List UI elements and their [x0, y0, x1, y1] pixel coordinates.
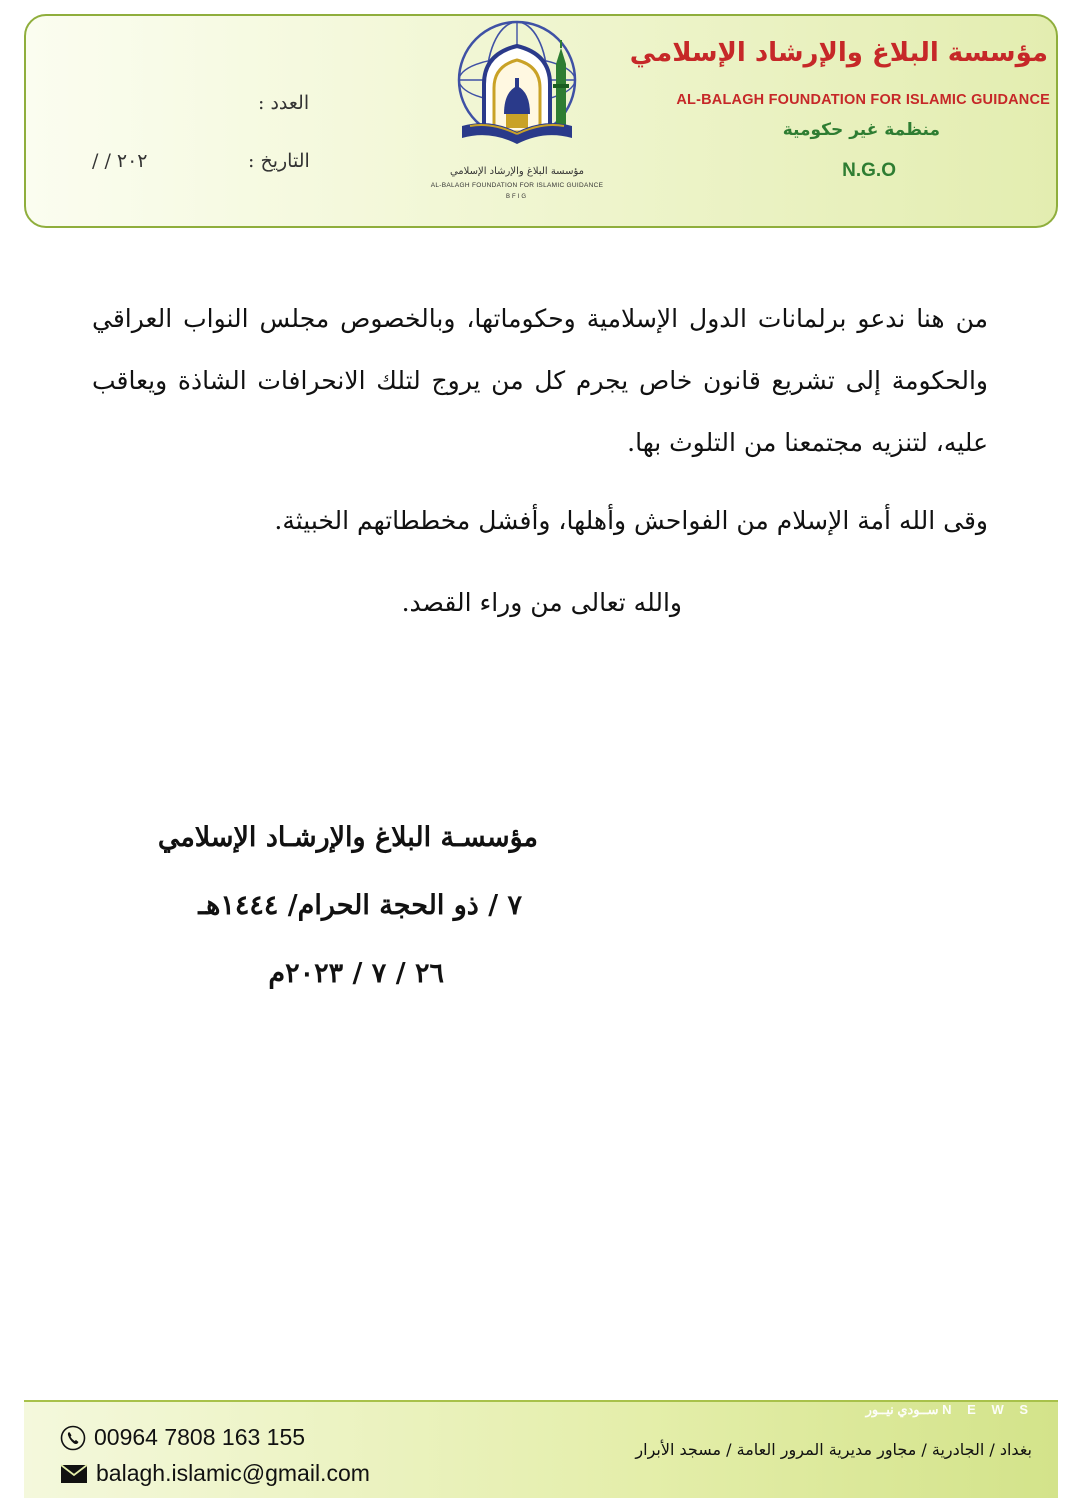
org-name-arabic: مؤسسة البلاغ والإرشاد الإسلامي	[629, 38, 1048, 68]
ngo-label-english: N.G.O	[842, 160, 896, 181]
phone-icon	[60, 1425, 86, 1451]
logo-caption-english: AL-BALAGH FOUNDATION FOR ISLAMIC GUIDANCE	[430, 182, 604, 189]
signature-gregorian-date: ٢٦ / ٧ / ٢٠٢٣م	[268, 958, 444, 989]
logo-abbreviation: BFIG	[505, 194, 528, 200]
postal-address: بغداد / الجادرية / مجاور مديرية المرور العامة / مسجد الأبرار	[635, 1440, 1032, 1459]
news-watermark: ســودي نيــور N E W S	[865, 1402, 1034, 1417]
phone-number: 00964 7808 163 155	[94, 1424, 306, 1450]
contact-phone	[60, 1424, 305, 1451]
org-name-english: AL-BALAGH FOUNDATION FOR ISLAMIC GUIDANCE	[676, 92, 1050, 108]
envelope-icon	[60, 1464, 88, 1484]
signature-organization: مؤسسـة البلاغ والإرشـاد الإسلامي	[157, 822, 538, 853]
signature-hijri-date: ٧ / ذو الحجة الحرام/ ١٤٤٤هـ	[198, 890, 522, 921]
logo-caption-arabic: مؤسسة البلاغ والإرشاد الإسلامي	[449, 166, 585, 177]
foundation-logo	[432, 14, 602, 154]
ngo-label-arabic: منظمة غير حكومية	[782, 120, 940, 140]
closing-line: والله تعالى من وراء القصد.	[401, 588, 682, 617]
letter-paragraph-2: وقى الله أمة الإسلام من الفواحش وأهلها، وأفشل مخططاتهم الخبيثة.	[274, 506, 988, 535]
reference-number-label: العدد :	[258, 92, 310, 114]
contact-email	[60, 1460, 370, 1487]
date-blank: / / ٢٠٢	[92, 150, 148, 172]
date-label: التاريخ :	[248, 150, 310, 172]
email-address: balagh.islamic@gmail.com	[96, 1460, 370, 1486]
globe-mosque-book-icon	[432, 14, 602, 154]
letter-paragraph-1: من هنا ندعو برلمانات الدول الإسلامية وحكوماتها، وبالخصوص مجلس النواب العراقي والحكومة إلى تشريع قانون خاص يجرم كل من يروج لتلك الانحرافات الشاذة ويعاقب عليه، لتنزيه مجتمعنا من التلوث بها.	[92, 304, 988, 457]
